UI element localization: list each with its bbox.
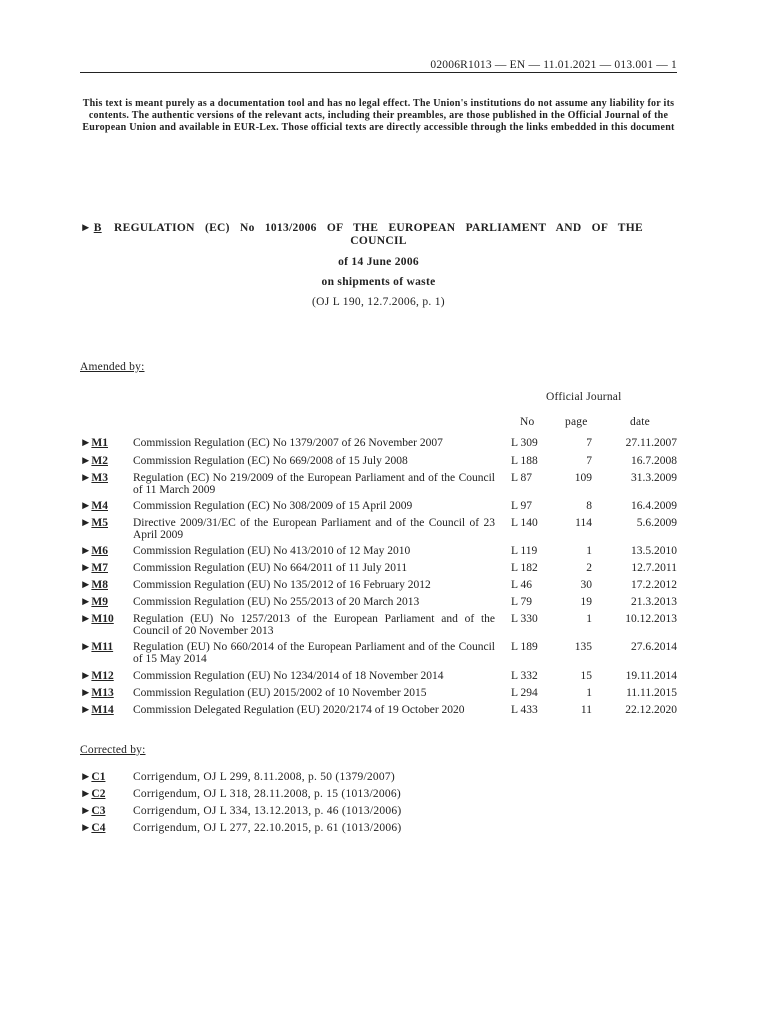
amendment-marker[interactable] xyxy=(80,437,108,449)
amendment-oj-date: 16.7.2008 xyxy=(631,455,677,467)
amendment-code[interactable]: M4 xyxy=(91,500,108,512)
amendment-oj-date: 12.7.2011 xyxy=(631,562,677,574)
arrow-right-icon: ► xyxy=(80,562,92,574)
amendment-description: Commission Regulation (EU) No 413/2010 of 12 May 2010 xyxy=(133,545,411,557)
amendment-code[interactable]: M13 xyxy=(91,687,114,699)
amendment-oj-date: 21.3.2013 xyxy=(631,596,677,608)
amendment-oj-page: 7 xyxy=(586,437,592,449)
corrigendum-marker[interactable] xyxy=(80,771,105,783)
amendment-oj-date: 17.2.2012 xyxy=(631,579,677,591)
arrow-right-icon: ► xyxy=(80,805,92,817)
amendment-oj-date: 13.5.2010 xyxy=(631,545,677,557)
arrow-right-icon: ► xyxy=(80,670,92,682)
amendment-oj-date: 22.12.2020 xyxy=(625,704,677,716)
amendment-oj-date: 27.6.2014 xyxy=(631,641,677,653)
amendment-oj-date: 10.12.2013 xyxy=(625,613,677,625)
amendment-description: Commission Regulation (EC) No 308/2009 of 15 April 2009 xyxy=(133,500,413,512)
amendment-oj-page: 15 xyxy=(580,670,592,682)
corrigendum-code[interactable]: C1 xyxy=(91,771,106,783)
corrigendum-marker[interactable] xyxy=(80,788,105,800)
amendment-oj-date: 19.11.2014 xyxy=(625,670,677,682)
amendment-marker[interactable] xyxy=(80,613,114,625)
amendment-code[interactable]: M12 xyxy=(91,670,114,682)
amendment-oj-page: 1 xyxy=(586,545,592,557)
amendment-oj-page: 2 xyxy=(586,562,592,574)
amendment-description: Commission Regulation (EU) 2015/2002 of 10 November 2015 xyxy=(133,687,427,699)
amendment-description: Commission Regulation (EU) No 664/2011 of 11 July 2011 xyxy=(133,562,408,574)
corrigendum-marker[interactable] xyxy=(80,805,105,817)
amendment-oj-number: L 79 xyxy=(511,596,532,608)
corrected-by-label: Corrected by: xyxy=(80,744,146,756)
arrow-right-icon: ► xyxy=(80,613,92,625)
arrow-right-icon: ► xyxy=(80,687,92,699)
corrigendum-code[interactable]: C2 xyxy=(91,788,106,800)
amendment-marker[interactable] xyxy=(80,472,108,484)
amendment-oj-date: 5.6.2009 xyxy=(636,517,677,529)
amendment-oj-page: 109 xyxy=(574,472,592,484)
amendment-oj-number: L 140 xyxy=(511,517,538,529)
amendment-oj-number: L 189 xyxy=(511,641,538,653)
arrow-right-icon: ► xyxy=(80,704,92,716)
amendment-code[interactable]: M10 xyxy=(91,613,114,625)
amendment-oj-page: 135 xyxy=(574,641,592,653)
arrow-right-icon: ► xyxy=(80,596,92,608)
amendment-marker[interactable] xyxy=(80,455,108,467)
regulation-title-line2: COUNCIL xyxy=(350,235,407,247)
arrow-right-icon: ► xyxy=(80,579,92,591)
amendment-description: Commission Delegated Regulation (EU) 2020/2174 of 19 October 2020 xyxy=(133,704,465,716)
amendment-oj-page: 30 xyxy=(580,579,592,591)
regulation-title-line1: REGULATION (EC) No 1013/2006 OF THE EUROPEAN PARLIAMENT AND OF THE xyxy=(114,222,643,234)
corrigendum-code[interactable]: C4 xyxy=(91,822,106,834)
corrigendum-code[interactable]: C3 xyxy=(91,805,106,817)
amendment-code[interactable]: M7 xyxy=(91,562,108,574)
amendment-description: Commission Regulation (EC) No 669/2008 of 15 July 2008 xyxy=(133,455,408,467)
amendment-oj-number: L 119 xyxy=(511,545,538,557)
amendment-oj-number: L 46 xyxy=(511,579,532,591)
amendment-marker[interactable] xyxy=(80,641,113,653)
amendment-oj-page: 8 xyxy=(586,500,592,512)
amendment-description: Commission Regulation (EC) No 1379/2007 of 26 November 2007 xyxy=(133,437,443,449)
amendment-oj-page: 11 xyxy=(580,704,592,716)
amendment-description: Commission Regulation (EU) No 1234/2014 of 18 November 2014 xyxy=(133,670,444,682)
amendment-marker[interactable] xyxy=(80,579,108,591)
amendment-description: Directive 2009/31/EC of the European Parliament and of the Council of 23 April 2009 xyxy=(133,517,495,541)
corrigendum-text: Corrigendum, OJ L 299, 8.11.2008, p. 50 (1379/2007) xyxy=(133,771,396,783)
disclaimer-text: This text is meant purely as a documentation tool and has no legal effect. The Union's institutions do not assume any liability for its contents. The authentic versions of the relevant acts, including their preambles, are those published in the Official Journal of the European Union and available in EUR-Lex. Those official texts are directly accessible through the links embedded in this document xyxy=(82,98,675,134)
amendment-oj-page: 114 xyxy=(575,517,592,529)
amendment-description: Regulation (EU) No 660/2014 of the European Parliament and of the Council of 15 May 2014 xyxy=(133,641,495,665)
official-journal-header: Official Journal xyxy=(546,391,622,403)
corrigendum-text: Corrigendum, OJ L 334, 13.12.2013, p. 46 (1013/2006) xyxy=(133,805,402,817)
amendment-oj-date: 11.11.2015 xyxy=(626,687,677,699)
amendment-oj-date: 27.11.2007 xyxy=(625,437,677,449)
arrow-right-icon: ► xyxy=(80,517,92,529)
amendment-code[interactable]: M9 xyxy=(91,596,108,608)
arrow-right-icon: ► xyxy=(80,545,92,557)
amendment-oj-number: L 97 xyxy=(511,500,532,512)
regulation-marker-code[interactable]: B xyxy=(93,222,102,234)
regulation-subject: on shipments of waste xyxy=(321,276,436,288)
amendment-oj-number: L 433 xyxy=(511,704,538,716)
arrow-right-icon: ► xyxy=(80,500,92,512)
arrow-right-icon: ► xyxy=(80,771,92,783)
amendment-oj-number: L 309 xyxy=(511,437,538,449)
amendment-oj-date: 31.3.2009 xyxy=(631,472,677,484)
column-header-page: page xyxy=(565,416,588,428)
arrow-right-icon: ► xyxy=(80,822,92,834)
regulation-date: of 14 June 2006 xyxy=(338,256,419,268)
arrow-right-icon: ► xyxy=(80,472,92,484)
amendment-marker[interactable] xyxy=(80,500,108,512)
amendment-oj-number: L 330 xyxy=(511,613,538,625)
amendment-oj-page: 19 xyxy=(580,596,592,608)
amendment-oj-page: 1 xyxy=(586,613,592,625)
amendment-oj-number: L 87 xyxy=(511,472,532,484)
header-rule xyxy=(80,72,677,73)
amendment-description: Regulation (EU) No 1257/2013 of the European Parliament and of the Council of 20 November 2013 xyxy=(133,613,495,637)
amendment-description: Regulation (EC) No 219/2009 of the European Parliament and of the Council of 11 March 2009 xyxy=(133,472,495,496)
arrow-right-icon: ► xyxy=(80,437,92,449)
amendment-oj-number: L 294 xyxy=(511,687,538,699)
arrow-right-icon: ► xyxy=(80,641,92,653)
amendment-oj-page: 7 xyxy=(586,455,592,467)
amendment-marker[interactable] xyxy=(80,545,108,557)
amendment-description: Commission Regulation (EU) No 255/2013 of 20 March 2013 xyxy=(133,596,420,608)
amendment-marker[interactable] xyxy=(80,596,108,608)
amendment-oj-number: L 182 xyxy=(511,562,538,574)
amendment-description: Commission Regulation (EU) No 135/2012 of 16 February 2012 xyxy=(133,579,431,591)
amendment-oj-number: L 332 xyxy=(511,670,538,682)
column-header-date: date xyxy=(630,416,650,428)
amendment-code[interactable]: M8 xyxy=(91,579,108,591)
amendment-code[interactable]: M2 xyxy=(91,455,108,467)
arrow-right-icon: ► xyxy=(80,788,92,800)
corrigendum-marker[interactable] xyxy=(80,822,105,834)
corrigendum-text: Corrigendum, OJ L 277, 22.10.2015, p. 61 (1013/2006) xyxy=(133,822,402,834)
amendment-marker[interactable] xyxy=(80,562,108,574)
amendment-code[interactable]: M6 xyxy=(91,545,108,557)
amendment-code[interactable]: M14 xyxy=(91,704,114,716)
corrigendum-text: Corrigendum, OJ L 318, 28.11.2008, p. 15 (1013/2006) xyxy=(133,788,402,800)
amendment-code[interactable]: M3 xyxy=(91,472,108,484)
amendment-code[interactable]: M11 xyxy=(91,641,114,653)
arrow-right-icon: ► xyxy=(80,222,92,234)
amended-by-label: Amended by: xyxy=(80,361,145,373)
amendment-code[interactable]: M5 xyxy=(91,517,108,529)
amendment-oj-page: 1 xyxy=(586,687,592,699)
column-header-no: No xyxy=(520,416,535,428)
regulation-marker[interactable] xyxy=(80,222,102,235)
amendment-oj-number: L 188 xyxy=(511,455,538,467)
document-reference: 02006R1013 — EN — 11.01.2021 — 013.001 — 1 xyxy=(430,59,677,71)
amendment-marker[interactable] xyxy=(80,517,108,529)
amendment-marker[interactable] xyxy=(80,670,114,682)
amendment-marker[interactable] xyxy=(80,687,114,699)
arrow-right-icon: ► xyxy=(80,455,92,467)
amendment-marker[interactable] xyxy=(80,704,114,716)
amendment-oj-date: 16.4.2009 xyxy=(631,500,677,512)
regulation-oj-reference: (OJ L 190, 12.7.2006, p. 1) xyxy=(312,296,445,308)
amendment-code[interactable]: M1 xyxy=(91,437,108,449)
